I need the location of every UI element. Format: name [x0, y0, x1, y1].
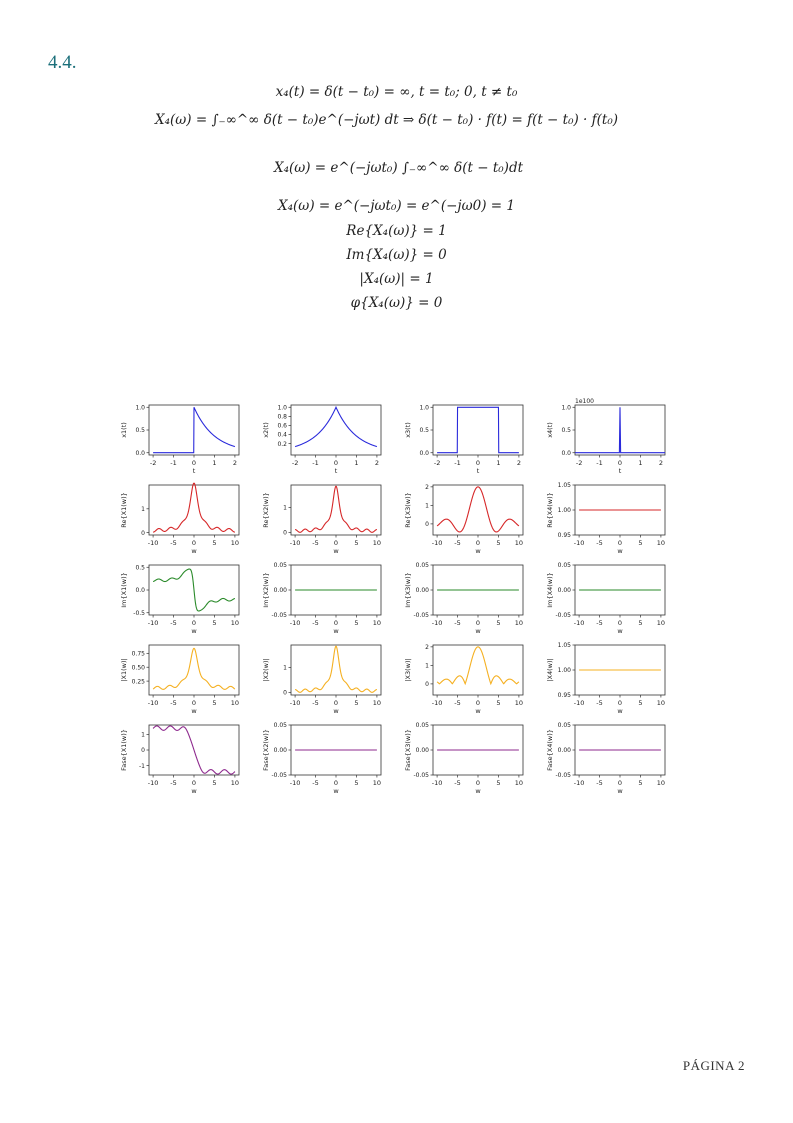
y-axis-label-r4c2: Fase{X3(w)} — [404, 729, 412, 771]
x-tick-label-r4c2: 0 — [475, 779, 481, 787]
y-tick-label-r4c2: 0.00 — [415, 747, 429, 755]
y-tick-label-r4c0: 1 — [141, 731, 145, 739]
x-tick-label-r4c2: 10 — [514, 779, 524, 787]
y-tick-label-r0c1: 1.0 — [277, 404, 287, 412]
x-axis-label-r2c1: w — [333, 627, 339, 635]
y-tick-label-r3c3: 0.95 — [557, 692, 571, 700]
y-tick-label-r1c2: 0 — [425, 521, 429, 529]
x-axis-label-r1c3: w — [617, 547, 623, 555]
y-tick-label-r1c2: 2 — [425, 484, 429, 492]
x-tick-label-r1c0: 5 — [212, 539, 217, 547]
x-tick-label-r3c1: -10 — [289, 699, 301, 707]
y-tick-label-r0c1: 0.6 — [277, 422, 287, 430]
x-tick-label-r0c3: 0 — [617, 459, 623, 467]
y-tick-label-r1c2: 1 — [425, 502, 429, 510]
y-tick-label-r2c3: -0.05 — [555, 612, 571, 620]
x-tick-label-r1c3: -5 — [596, 539, 603, 547]
x-tick-label-r4c0: 10 — [230, 779, 240, 787]
plot-frame-r1c0 — [149, 485, 239, 535]
y-tick-label-r3c0: 0.25 — [131, 678, 145, 686]
x-tick-label-r1c2: 0 — [475, 539, 481, 547]
y-axis-label-r2c2: Im{X3(w)} — [404, 572, 412, 608]
y-axis-label-r4c3: Fase{X4(w)} — [546, 729, 554, 771]
y-axis-label-r3c3: |X4(w)| — [546, 658, 554, 682]
x-tick-label-r0c2: 1 — [496, 459, 501, 467]
y-tick-label-r1c0: 0 — [141, 529, 145, 537]
x-tick-label-r1c1: 5 — [354, 539, 359, 547]
y-tick-label-r2c1: 0.00 — [273, 587, 287, 595]
x-tick-label-r2c2: 10 — [514, 619, 524, 627]
x-tick-label-r2c3: 5 — [638, 619, 643, 627]
x-tick-label-r1c1: -5 — [312, 539, 319, 547]
x-tick-label-r0c3: 1 — [638, 459, 643, 467]
y-tick-label-r2c1: -0.05 — [271, 612, 287, 620]
x-tick-label-r1c1: 10 — [372, 539, 382, 547]
x-tick-label-r0c0: 1 — [212, 459, 217, 467]
x-tick-label-r1c3: -10 — [573, 539, 585, 547]
x-tick-label-r3c3: 0 — [617, 699, 623, 707]
x-tick-label-r2c1: 10 — [372, 619, 382, 627]
x-axis-label-r2c2: w — [475, 627, 481, 635]
plot-frame-r3c2 — [433, 645, 523, 695]
x-tick-label-r3c1: 0 — [333, 699, 339, 707]
y-tick-label-r0c2: 0.0 — [419, 449, 429, 457]
plot-frame-r1c2 — [433, 485, 523, 535]
x-tick-label-r2c2: 0 — [475, 619, 481, 627]
x-tick-label-r2c3: -5 — [596, 619, 603, 627]
y-tick-label-r2c3: 0.05 — [557, 562, 571, 570]
x-tick-label-r3c0: -10 — [147, 699, 159, 707]
x-tick-label-r3c2: -10 — [431, 699, 443, 707]
y-tick-label-r3c0: 0.75 — [131, 650, 145, 658]
x-tick-label-r4c2: -5 — [454, 779, 461, 787]
x-tick-label-r2c3: -10 — [573, 619, 585, 627]
y-axis-label-r4c0: Fase{X1(w)} — [120, 729, 128, 771]
y-tick-label-r0c0: 0.5 — [135, 427, 145, 435]
x-tick-label-r0c1: 0 — [333, 459, 339, 467]
y-tick-label-r4c3: 0.00 — [557, 747, 571, 755]
y-tick-label-r4c1: 0.05 — [273, 722, 287, 730]
y-tick-label-r2c3: 0.00 — [557, 587, 571, 595]
x-axis-label-r3c3: w — [617, 707, 623, 715]
y-axis-label-r0c1: x2(t) — [262, 422, 270, 438]
x-tick-label-r2c0: 5 — [212, 619, 217, 627]
y-axis-label-r1c1: Re{X2(w)} — [262, 492, 270, 528]
y-tick-label-r3c1: 1 — [283, 664, 287, 672]
x-axis-label-r0c2: t — [476, 467, 480, 475]
y-axis-label-r2c3: Im{X4(w)} — [546, 572, 554, 608]
x-axis-label-r0c0: t — [192, 467, 196, 475]
x-tick-label-r4c3: -10 — [573, 779, 585, 787]
y-axis-label-r1c3: Re{X4(w)} — [546, 492, 554, 528]
x-tick-label-r4c2: 5 — [496, 779, 501, 787]
y-tick-label-r1c1: 1 — [283, 504, 287, 512]
x-tick-label-r0c0: -1 — [170, 459, 177, 467]
x-tick-label-r0c2: 0 — [475, 459, 481, 467]
y-tick-label-r0c0: 0.0 — [135, 449, 145, 457]
x-tick-label-r1c3: 10 — [656, 539, 666, 547]
x-tick-label-r3c2: 10 — [514, 699, 524, 707]
y-tick-label-r2c0: -0.5 — [133, 609, 145, 617]
x-tick-label-r1c2: -5 — [454, 539, 461, 547]
x-tick-label-r1c0: -10 — [147, 539, 159, 547]
x-tick-label-r1c1: -10 — [289, 539, 301, 547]
x-tick-label-r2c0: -5 — [170, 619, 177, 627]
y-tick-label-r0c1: 0.8 — [277, 413, 287, 421]
x-tick-label-r4c1: 10 — [372, 779, 382, 787]
y-tick-label-r0c0: 1.0 — [135, 404, 145, 412]
y-tick-label-r0c3: 0.0 — [561, 449, 571, 457]
equation-real-part: Re{X₄(ω)} = 1 — [346, 223, 447, 239]
section-heading: 4.4. — [48, 52, 77, 73]
y-tick-label-r0c3: 1.0 — [561, 404, 571, 412]
x-tick-label-r2c1: 0 — [333, 619, 339, 627]
y-tick-label-r3c2: 0 — [425, 681, 429, 689]
y-tick-label-r1c3: 1.05 — [557, 482, 571, 490]
y-tick-label-r2c2: 0.00 — [415, 587, 429, 595]
x-axis-label-r2c3: w — [617, 627, 623, 635]
x-axis-label-r1c0: w — [191, 547, 197, 555]
y-tick-label-r4c1: -0.05 — [271, 772, 287, 780]
y-tick-label-r2c0: 0.0 — [135, 587, 145, 595]
x-tick-label-r3c3: -10 — [573, 699, 585, 707]
x-axis-label-r4c2: w — [475, 787, 481, 795]
y-tick-label-r0c1: 0.4 — [277, 431, 287, 439]
equation-imag-part: Im{X₄(ω)} = 0 — [346, 247, 447, 263]
x-tick-label-r2c0: 0 — [191, 619, 197, 627]
x-tick-label-r0c0: -2 — [149, 459, 157, 467]
y-tick-label-r0c1: 0.2 — [277, 440, 287, 448]
x-axis-label-r2c0: w — [191, 627, 197, 635]
y-tick-label-r1c3: 1.00 — [557, 507, 571, 515]
y-tick-label-r1c3: 0.95 — [557, 532, 571, 540]
y-axis-label-r1c0: Re{X1(w)} — [120, 492, 128, 528]
x-tick-label-r0c1: -1 — [312, 459, 319, 467]
x-tick-label-r3c1: 5 — [354, 699, 359, 707]
plot-frame-r0c2 — [433, 405, 523, 455]
x-tick-label-r0c2: -2 — [433, 459, 441, 467]
x-tick-label-r0c3: 2 — [658, 459, 663, 467]
equation-phase: φ{X₄(ω)} = 0 — [350, 295, 443, 311]
x-tick-label-r3c0: 5 — [212, 699, 217, 707]
y-axis-label-r2c0: Im{X1(w)} — [120, 572, 128, 608]
x-tick-label-r4c0: -5 — [170, 779, 177, 787]
offset-label-r0c3: 1e100 — [575, 398, 594, 405]
plot-frame-r0c1 — [291, 405, 381, 455]
x-tick-label-r1c0: 10 — [230, 539, 240, 547]
y-tick-label-r4c3: -0.05 — [555, 772, 571, 780]
x-tick-label-r1c2: -10 — [431, 539, 443, 547]
x-tick-label-r2c1: -5 — [312, 619, 319, 627]
y-tick-label-r3c2: 1 — [425, 662, 429, 670]
x-tick-label-r3c0: -5 — [170, 699, 177, 707]
x-axis-label-r3c0: w — [191, 707, 197, 715]
x-tick-label-r4c1: -10 — [289, 779, 301, 787]
x-tick-label-r3c2: 0 — [475, 699, 481, 707]
x-axis-label-r1c1: w — [333, 547, 339, 555]
x-tick-label-r0c2: 2 — [516, 459, 521, 467]
x-tick-label-r2c2: -5 — [454, 619, 461, 627]
x-tick-label-r4c0: 0 — [191, 779, 197, 787]
plot-frame-r1c1 — [291, 485, 381, 535]
plot-frame-r3c0 — [149, 645, 239, 695]
x-tick-label-r0c1: -2 — [291, 459, 299, 467]
x-tick-label-r2c3: 10 — [656, 619, 666, 627]
x-axis-label-r0c1: t — [334, 467, 338, 475]
y-tick-label-r4c2: -0.05 — [413, 772, 429, 780]
x-tick-label-r2c1: 5 — [354, 619, 359, 627]
x-tick-label-r1c2: 10 — [514, 539, 524, 547]
x-axis-label-r3c2: w — [475, 707, 481, 715]
x-tick-label-r2c0: 10 — [230, 619, 240, 627]
x-tick-label-r0c1: 2 — [374, 459, 379, 467]
y-tick-label-r4c0: -1 — [139, 762, 145, 770]
equation-fourier-integral: X₄(ω) = ∫₋∞^∞ δ(t − t₀)e^(−jωt) dt ⇒ δ(t − t₀) · f(t) = f(t − t₀) · f(t₀) — [154, 112, 618, 128]
x-tick-label-r4c1: -5 — [312, 779, 319, 787]
x-tick-label-r4c3: -5 — [596, 779, 603, 787]
x-tick-label-r3c0: 10 — [230, 699, 240, 707]
x-tick-label-r0c0: 2 — [232, 459, 237, 467]
y-axis-label-r1c2: Re{X3(w)} — [404, 492, 412, 528]
x-tick-label-r3c2: -5 — [454, 699, 461, 707]
y-tick-label-r3c0: 0.50 — [131, 664, 145, 672]
y-tick-label-r0c2: 0.5 — [419, 427, 429, 435]
y-tick-label-r4c2: 0.05 — [415, 722, 429, 730]
y-axis-label-r0c3: x4(t) — [546, 422, 554, 438]
y-tick-label-r4c0: 0 — [141, 747, 145, 755]
x-axis-label-r1c2: w — [475, 547, 481, 555]
y-axis-label-r4c1: Fase{X2(w)} — [262, 729, 270, 771]
x-tick-label-r3c1: 10 — [372, 699, 382, 707]
x-tick-label-r3c1: -5 — [312, 699, 319, 707]
x-axis-label-r4c3: w — [617, 787, 623, 795]
y-tick-label-r3c3: 1.05 — [557, 642, 571, 650]
equation-x4-definition: x₄(t) = δ(t − t₀) = ∞, t = t₀; 0, t ≠ t₀ — [275, 84, 518, 100]
x-tick-label-r2c3: 0 — [617, 619, 623, 627]
x-tick-label-r1c0: -5 — [170, 539, 177, 547]
y-tick-label-r1c0: 1 — [141, 506, 145, 514]
x-tick-label-r4c3: 5 — [638, 779, 643, 787]
x-axis-label-r4c1: w — [333, 787, 339, 795]
x-tick-label-r4c1: 0 — [333, 779, 339, 787]
x-tick-label-r4c2: -10 — [431, 779, 443, 787]
y-axis-label-r0c2: x3(t) — [404, 422, 412, 438]
y-axis-label-r2c1: Im{X2(w)} — [262, 572, 270, 608]
y-tick-label-r3c2: 2 — [425, 644, 429, 652]
x-tick-label-r2c2: 5 — [496, 619, 501, 627]
y-tick-label-r2c2: 0.05 — [415, 562, 429, 570]
x-tick-label-r1c1: 0 — [333, 539, 339, 547]
x-axis-label-r3c1: w — [333, 707, 339, 715]
y-axis-label-r3c0: |X1(w)| — [120, 658, 128, 682]
x-tick-label-r4c3: 0 — [617, 779, 623, 787]
x-axis-label-r4c0: w — [191, 787, 197, 795]
y-tick-label-r0c3: 0.5 — [561, 427, 571, 435]
x-tick-label-r2c1: -10 — [289, 619, 301, 627]
x-tick-label-r0c0: 0 — [191, 459, 197, 467]
equation-shifted-integral: X₄(ω) = e^(−jωt₀) ∫₋∞^∞ δ(t − t₀)dt — [273, 160, 524, 176]
x-tick-label-r2c0: -10 — [147, 619, 159, 627]
plot-frame-r3c1 — [291, 645, 381, 695]
x-tick-label-r1c0: 0 — [191, 539, 197, 547]
x-tick-label-r4c1: 5 — [354, 779, 359, 787]
y-axis-label-r3c1: |X2(w)| — [262, 658, 270, 682]
x-tick-label-r0c2: -1 — [454, 459, 461, 467]
x-tick-label-r1c3: 0 — [617, 539, 623, 547]
y-tick-label-r2c0: 0.5 — [135, 564, 145, 572]
x-tick-label-r0c3: -1 — [596, 459, 603, 467]
x-axis-label-r0c3: t — [618, 467, 622, 475]
y-tick-label-r0c2: 1.0 — [419, 404, 429, 412]
y-axis-label-r3c2: |X3(w)| — [404, 658, 412, 682]
y-tick-label-r1c1: 0 — [283, 529, 287, 537]
y-tick-label-r4c1: 0.00 — [273, 747, 287, 755]
x-tick-label-r0c1: 1 — [354, 459, 359, 467]
x-tick-label-r4c3: 10 — [656, 779, 666, 787]
signal-plots-figure — [112, 393, 672, 818]
page-number: PÁGINA 2 — [682, 1058, 745, 1073]
x-tick-label-r4c0: 5 — [212, 779, 217, 787]
x-tick-label-r1c2: 5 — [496, 539, 501, 547]
x-tick-label-r3c3: 5 — [638, 699, 643, 707]
x-tick-label-r3c2: 5 — [496, 699, 501, 707]
x-tick-label-r0c3: -2 — [575, 459, 583, 467]
x-tick-label-r2c2: -10 — [431, 619, 443, 627]
y-tick-label-r3c1: 0 — [283, 689, 287, 697]
equation-magnitude: |X₄(ω)| = 1 — [359, 271, 434, 287]
x-tick-label-r3c0: 0 — [191, 699, 197, 707]
y-axis-label-r0c0: x1(t) — [120, 422, 128, 438]
x-tick-label-r4c0: -10 — [147, 779, 159, 787]
y-tick-label-r3c3: 1.00 — [557, 667, 571, 675]
y-tick-label-r4c3: 0.05 — [557, 722, 571, 730]
x-tick-label-r3c3: -5 — [596, 699, 603, 707]
y-tick-label-r2c1: 0.05 — [273, 562, 287, 570]
x-tick-label-r1c3: 5 — [638, 539, 643, 547]
y-tick-label-r2c2: -0.05 — [413, 612, 429, 620]
x-tick-label-r3c3: 10 — [656, 699, 666, 707]
equation-x4-result: X₄(ω) = e^(−jωt₀) = e^(−jω0) = 1 — [278, 198, 515, 214]
